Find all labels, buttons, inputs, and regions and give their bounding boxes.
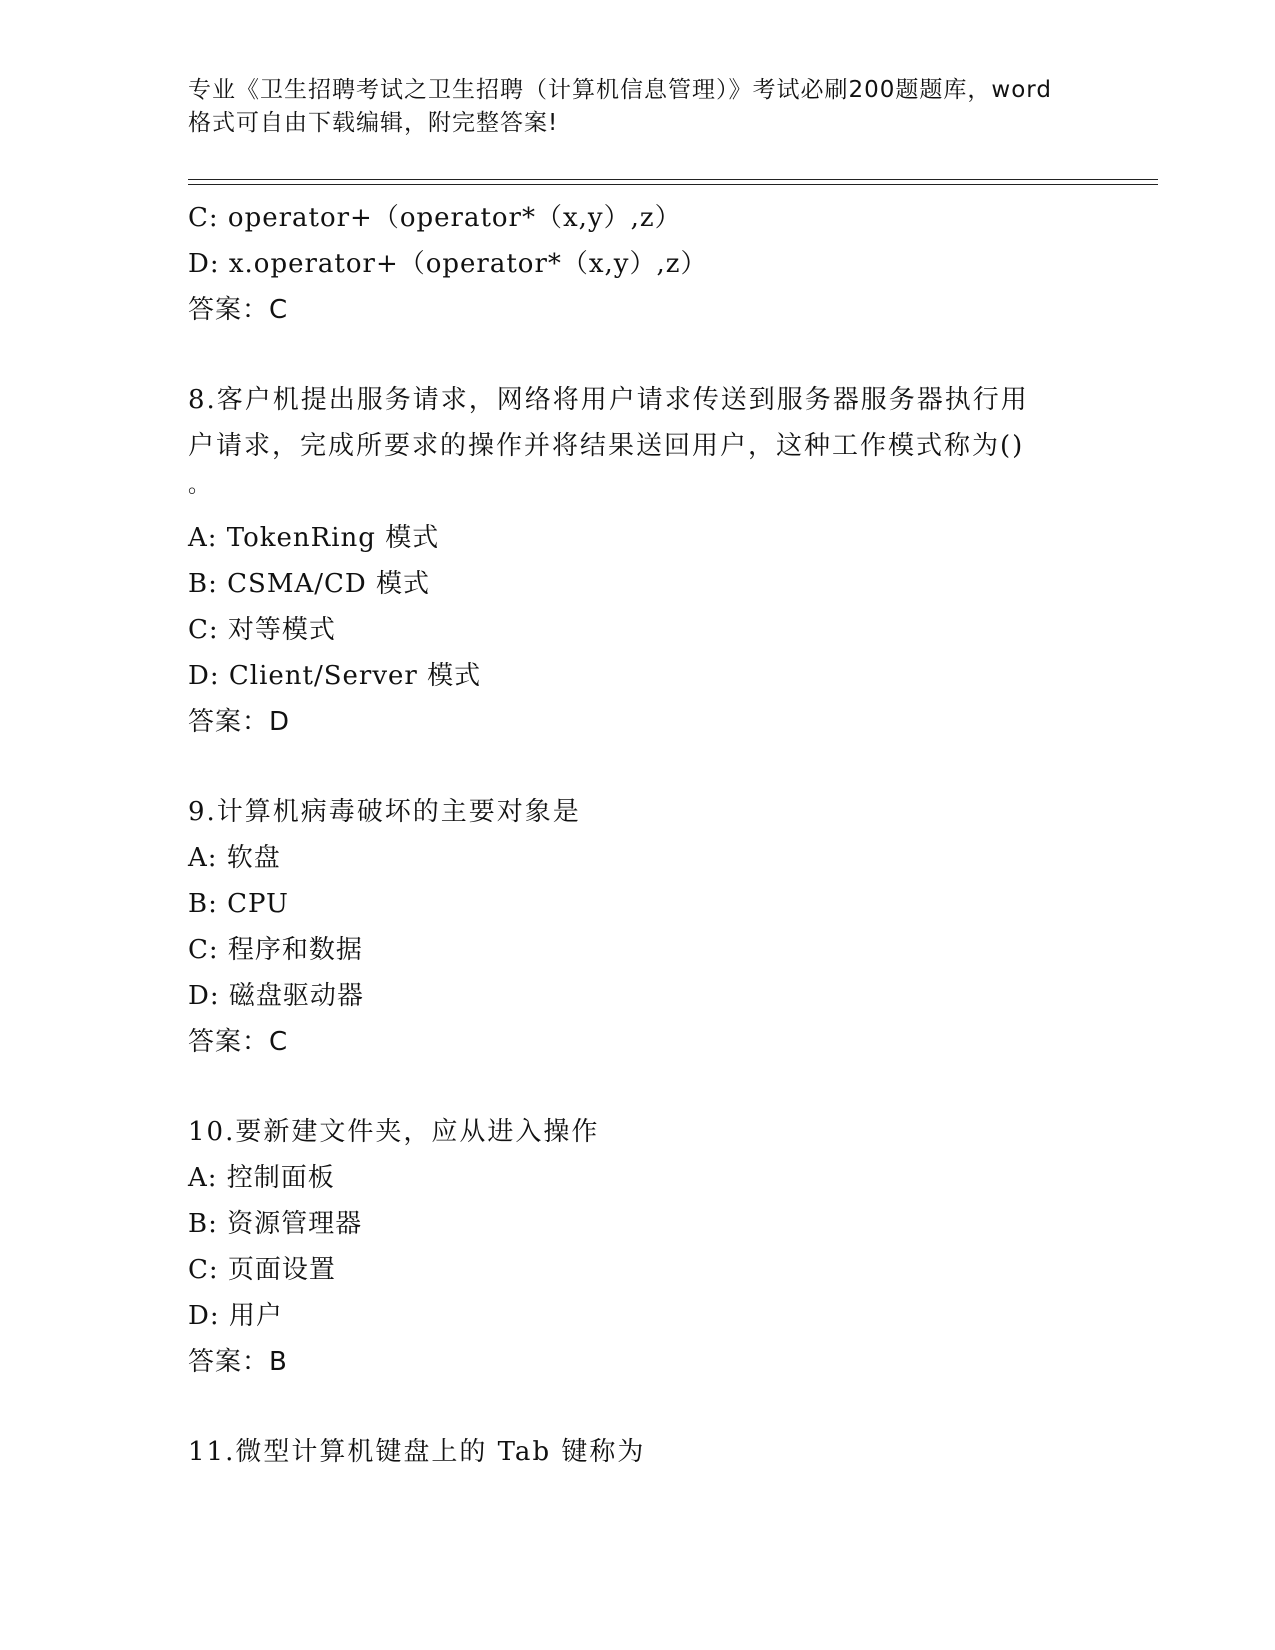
header-divider-bottom xyxy=(188,184,1158,185)
spacer xyxy=(188,1385,1088,1429)
header-divider-top xyxy=(188,179,1158,180)
header-line-2: 格式可自由下载编辑，附完整答案! xyxy=(188,110,559,136)
answer-label: 答案：C xyxy=(188,1027,289,1057)
option-d: D: 用户 xyxy=(188,1301,283,1331)
document-header xyxy=(188,74,1088,140)
option-a: A: 软盘 xyxy=(188,843,281,873)
question-stem: 10.要新建文件夹，应从进入操作 xyxy=(188,1117,600,1147)
question-stem: 8.客户机提出服务请求，网络将用户请求传送到服务器服务器执行用 xyxy=(188,385,1029,415)
option-d: D: x.operator+（operator*（x,y）,z） xyxy=(188,249,708,279)
question-stem: 9.计算机病毒破坏的主要对象是 xyxy=(188,797,581,827)
option-c: C: 页面设置 xyxy=(188,1255,336,1285)
question-stem-period: 。 xyxy=(188,473,211,498)
option-a: A: 控制面板 xyxy=(188,1163,335,1193)
question-8 xyxy=(188,377,1088,745)
spacer xyxy=(188,1065,1088,1109)
answer-label: 答案：B xyxy=(188,1347,288,1377)
header-line-1: 专业《卫生招聘考试之卫生招聘（计算机信息管理）》考试必刷200题题库，word xyxy=(188,77,1052,103)
question-11 xyxy=(188,1429,1088,1475)
answer-label: 答案：C xyxy=(188,295,289,325)
spacer xyxy=(188,333,1088,377)
question-9 xyxy=(188,789,1088,1065)
option-d: D: 磁盘驱动器 xyxy=(188,981,364,1011)
option-b: B: 资源管理器 xyxy=(188,1209,363,1239)
question-10 xyxy=(188,1109,1088,1385)
option-a: A: TokenRing 模式 xyxy=(188,523,440,553)
option-b: B: CSMA/CD 模式 xyxy=(188,569,430,599)
question-list xyxy=(188,195,1088,1475)
option-c: C: operator+（operator*（x,y）,z） xyxy=(188,203,682,233)
question-stem: 11.微型计算机键盘上的 Tab 键称为 xyxy=(188,1437,646,1467)
option-c: C: 程序和数据 xyxy=(188,935,363,965)
answer-label: 答案：D xyxy=(188,707,291,737)
question-stem-continued: 户请求，完成所要求的操作并将结果送回用户，这种工作模式称为() xyxy=(188,431,1025,461)
option-b: B: CPU xyxy=(188,889,289,919)
question-7-tail xyxy=(188,195,1088,333)
option-c: C: 对等模式 xyxy=(188,615,336,645)
spacer xyxy=(188,745,1088,789)
option-d: D: Client/Server 模式 xyxy=(188,661,482,691)
